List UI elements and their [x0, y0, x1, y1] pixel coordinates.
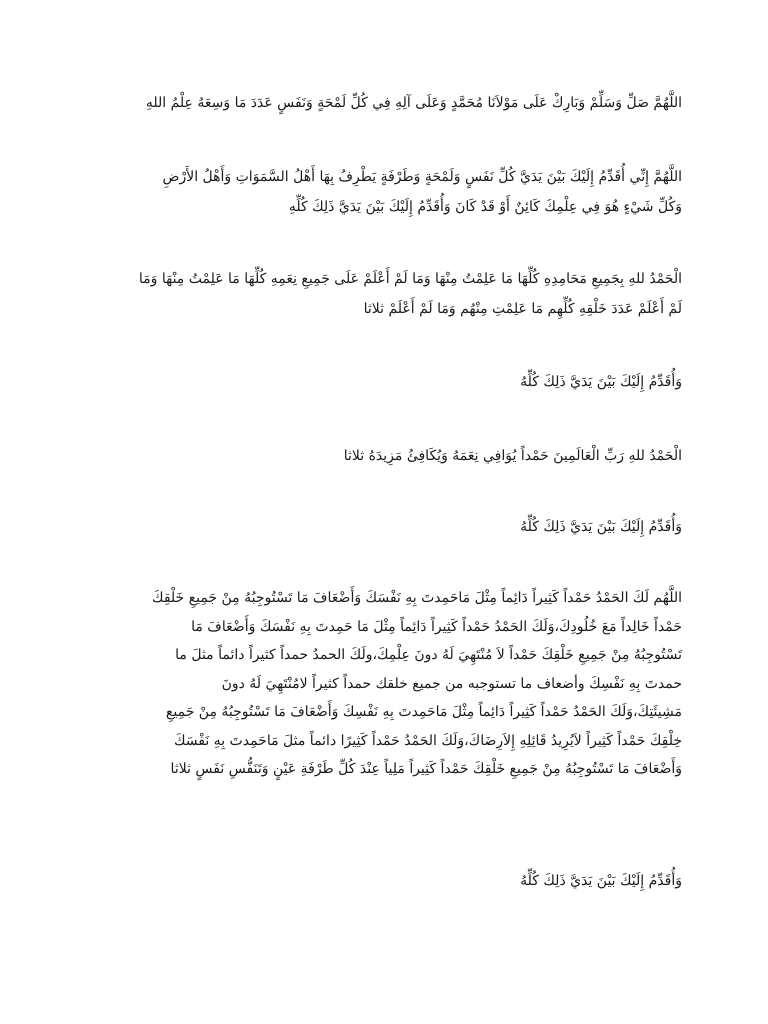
text-line: وَأُقَدِّمُ إِلَيْكَ بَيْنَ يَدَيَّ ذَلِكَ كُلِّهُ	[520, 519, 682, 535]
paragraph-hamd-mahamid	[86, 264, 682, 324]
text-line: الْحَمْدُ للهِ رَبِّ الْعَالَمِينَ حَمْداً يُوَافِي نِعَمَهُ وَيُكَافِئُ مَزِيدَهُ ثلاثا	[343, 448, 682, 464]
paragraph-taqdim-intro	[86, 162, 682, 222]
text-line: حمدتَ بِهِ نَفْسِكَ وأضعاف ما تستوجبه من جميع خلقك حمداً كثيراً لامُنْتَهِيَ لَهُ دونَ	[221, 675, 682, 692]
paragraph-refrain	[86, 512, 682, 542]
paragraph-refrain	[86, 367, 682, 397]
paragraph-salawat	[86, 88, 682, 118]
paragraph-refrain	[86, 866, 682, 896]
text-line: اللَّهُمَّ صَلِّ وَسَلِّمْ وَبَارِكْ عَلَى مَوْلاَنَا مُحَمَّدٍ وَعَلَى آلِهِ فِي كُلِّ لَمْحَةٍ وَنَفَسٍ عَدَدَ مَا وَسِعَهُ عِلْمُ اللهِ	[145, 95, 682, 111]
text-line: حَمْداً خَالِداً مَعَ خُلُودِكَ،وَلَكَ الحَمْدُ حَمْداً كَثِيراً دَائِماً مِثْلَ مَا حَمِدتَ بِهِ نَفْسَكَ وَأَضْعَافَ مَا	[191, 618, 682, 635]
paragraph-hamd-long	[86, 584, 682, 784]
text-line: مَشِيئَتِكَ،وَلَكَ الحَمْدُ حَمْداً كَثِيراً دَائِماً مِثْلَ مَاحَمِدتَ بِهِ نَفْسِكَ وَأَضْعَافَ مَا تَسْتُوجِبُهُ مِنْ جَمِيعِ	[165, 704, 682, 720]
text-line: لَمْ أَعْلَمْ عَدَدَ خَلْقِهِ كُلِّهِم مَا عَلِمْتِ مِنْهُم وَمَا لَمْ أَعْلَمْ ثلاثا	[363, 301, 682, 317]
text-line: تَسْتُوجِبُهُ مِنْ جَمِيعِ خَلْقِكَ حَمْداً لاَ مُنْتَهِيَ لَهُ دونَ عِلْمِكَ،ولَكَ الحمدُ حمداً كثيراً دائماً مثلَ ما	[175, 647, 682, 663]
paragraph-hamd-rabb	[86, 441, 682, 471]
text-line: وَأُقَدِّمُ إِلَيْكَ بَيْنَ يَدَيَّ ذَلِكَ كُلِّهُ	[520, 374, 682, 390]
text-line: الْحَمْدُ للهِ بِجَمِيعِ مَحَامِدِهِ كُلِّهَا مَا عَلِمْتُ مِنْهَا وَمَا لَمْ أَعْلَمْ عَلَى جَمِيعِ نِعَمِهِ كُلِّهَا مَا عَلِمْتُ مِنْهَا وَمَا	[138, 271, 682, 287]
text-line: اللَّهُم لَكَ الحَمْدُ حَمْداً كَثِيراً دَائِماً مِثْلَ مَاحَمِدتَ بِهِ نَفْسَكَ وَأَضْعَافَ مَا تَسْتُوجِبُهُ مِنْ جَمِيعِ خَلْقِكَ	[152, 590, 682, 606]
text-line: وَكُلِّ شَيْءٍ هُوَ فِي عِلْمِكَ كَائِنٌ أَوْ قَدْ كَانَ وَأُقَدِّمُ إِلَيْكَ بَيْنَ يَدَيَّ ذَلِكَ كُلِّهِ	[288, 199, 682, 215]
text-line: وَأُقَدِّمُ إِلَيْكَ بَيْنَ يَدَيَّ ذَلِكَ كُلِّهُ	[520, 873, 682, 889]
text-line: اللَّهُمَّ إِنِّي أُقَدِّمُ إِلَيْكَ بَيْنَ يَدَيَّ كُلِّ نَفَسٍ وَلَمْحَةٍ وَطَرْفَةٍ يَطْرِفُ بِهَا أَهْلُ السَّمَوَاتِ وَأَهْلُ الأَرْضِ	[162, 169, 682, 185]
text-line: وَأَضْعَافَ مَا تَسْتُوجِبُهُ مِنْ جَمِيعِ خَلْقِكَ حَمْداً كَثِيراً مَلِياً عِنْدَ كُلِّ طَرْفَةِ عَيْنٍ وَتَنَفُّسِ نَفَسٍ ثلاثا	[170, 761, 682, 777]
text-line: خِلْقِكَ حَمْداً كَثِيراً لاَيُرِيدُ قَائِلِهِ إِلاَرِضَاكَ،وَلَكَ الحَمْدُ حَمْداً كَثِيرًا دائماً مثلَ مَاحَمِدتَ بِهِ نَفْسَكَ	[173, 732, 682, 749]
